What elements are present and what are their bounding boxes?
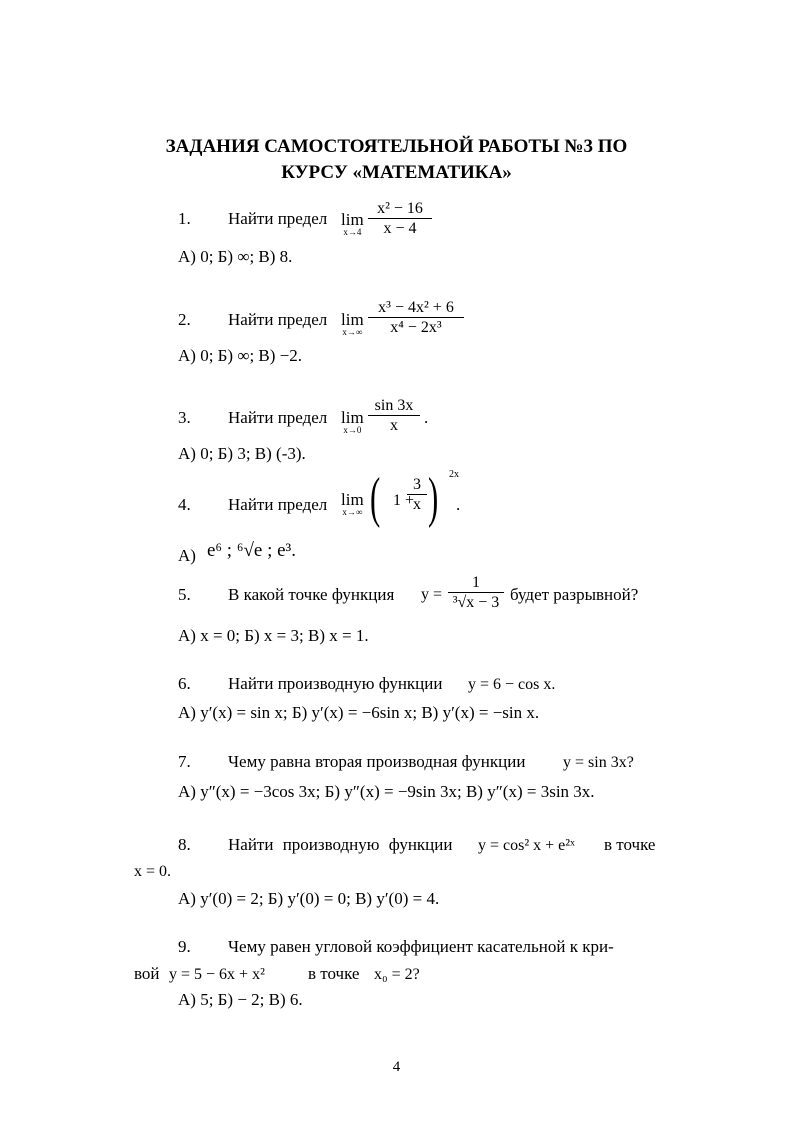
fraction	[368, 396, 420, 435]
period: .	[424, 408, 429, 427]
task-number: 4.	[178, 495, 191, 514]
denominator: x − 4	[368, 218, 432, 238]
task-label: Чему равен угловой коэффициент касательной к кри-	[228, 937, 614, 956]
period: .	[456, 495, 461, 514]
lim-text: lim	[341, 210, 364, 229]
task-answer: А) y′(x) = sin x; Б) y′(x) = −6sin x; В) y′(x) = −sin x.	[178, 703, 540, 722]
task-label: Найти производную функции	[228, 674, 443, 693]
task-label: В какой точке функция	[228, 585, 395, 604]
limit-operator	[341, 310, 364, 338]
task-number: 1.	[178, 209, 191, 228]
numerator: 3	[413, 476, 421, 493]
task-number: 3.	[178, 408, 191, 427]
task-number: 7.	[178, 752, 191, 771]
task-answer: А) 0; Б) 3; В) (-3).	[178, 444, 306, 463]
task-label: Найти предел	[228, 209, 328, 228]
lim-subscript: x→4	[343, 227, 362, 238]
limit-operator	[341, 490, 364, 518]
page-title-line1: ЗАДАНИЯ САМОСТОЯТЕЛЬНОЙ РАБОТЫ №3 ПО	[165, 136, 628, 157]
right-paren: )	[428, 467, 439, 529]
one-plus: 1 +	[393, 492, 415, 509]
task-answer: А) y″(x) = −3cos 3x; Б) y″(x) = −9sin 3x; В) y″(x) = 3sin 3x.	[178, 782, 595, 801]
lim-text: lim	[341, 408, 364, 427]
point-expr: x = 0.	[134, 863, 172, 880]
function-expr: y = sin 3x?	[563, 754, 634, 771]
task-label: Найти предел	[228, 495, 328, 514]
limit-operator	[341, 408, 364, 436]
fraction	[368, 298, 464, 337]
page-number: 4	[392, 1059, 401, 1075]
task-label-cont: вой	[134, 964, 160, 983]
fraction	[407, 475, 427, 514]
task-answer: А) x = 0; Б) x = 3; В) x = 1.	[178, 626, 369, 645]
task-answer: А) y′(0) = 2; Б) y′(0) = 0; В) y′(0) = 4.	[178, 889, 440, 908]
lim-subscript: x→∞	[342, 507, 363, 518]
task-label: Найти предел	[228, 408, 328, 427]
task-tail: будет разрывной?	[510, 585, 639, 604]
denominator: x	[407, 494, 427, 514]
task-answer: А) 0; Б) ∞; В) 8.	[178, 247, 293, 266]
task-answer: А)	[178, 546, 196, 565]
task-number: 5.	[178, 585, 191, 604]
task-answer: А) 5; Б) − 2; В) 6.	[178, 990, 303, 1009]
numerator: x² − 16	[377, 200, 423, 217]
left-paren: (	[370, 467, 381, 529]
task-label: Чему равна вторая производная функции	[228, 752, 526, 771]
page-title-line2: КУРСУ «МАТЕМАТИКА»	[281, 162, 512, 183]
numerator: x³ − 4x² + 6	[378, 299, 454, 316]
exponent: 2x	[449, 469, 459, 480]
lim-subscript: x→∞	[342, 327, 363, 338]
task-label: Найти производную функции	[228, 835, 453, 854]
task-label: Найти предел	[228, 310, 328, 329]
task-point-label: в точке	[308, 964, 360, 983]
point-expr: x₀ = 2?	[374, 966, 420, 983]
fraction	[448, 573, 504, 612]
lim-text: lim	[341, 490, 364, 509]
task-number: 9.	[178, 937, 191, 956]
denominator: ³√x − 3	[448, 592, 504, 612]
denominator: x	[368, 415, 420, 435]
function-expr: y = 6 − cos x.	[468, 676, 556, 693]
numerator: 1	[472, 574, 480, 591]
answer-options: e⁶ ; ⁶√e ; e³.	[207, 540, 296, 561]
task-answer: А) 0; Б) ∞; В) −2.	[178, 346, 303, 365]
y-equals: y =	[421, 586, 443, 603]
limit-operator	[341, 210, 364, 238]
task-tail: в точке	[604, 835, 656, 854]
lim-text: lim	[341, 310, 364, 329]
function-expr: y = cos² x + e²ˣ	[478, 837, 575, 854]
task-number: 2.	[178, 310, 191, 329]
task-number: 6.	[178, 674, 191, 693]
curve-expr: y = 5 − 6x + x²	[169, 966, 265, 983]
denominator: x⁴ − 2x³	[368, 317, 464, 337]
numerator: sin 3x	[374, 397, 414, 414]
fraction	[368, 199, 432, 238]
lim-subscript: x→0	[343, 425, 362, 436]
task-number: 8.	[178, 835, 191, 854]
